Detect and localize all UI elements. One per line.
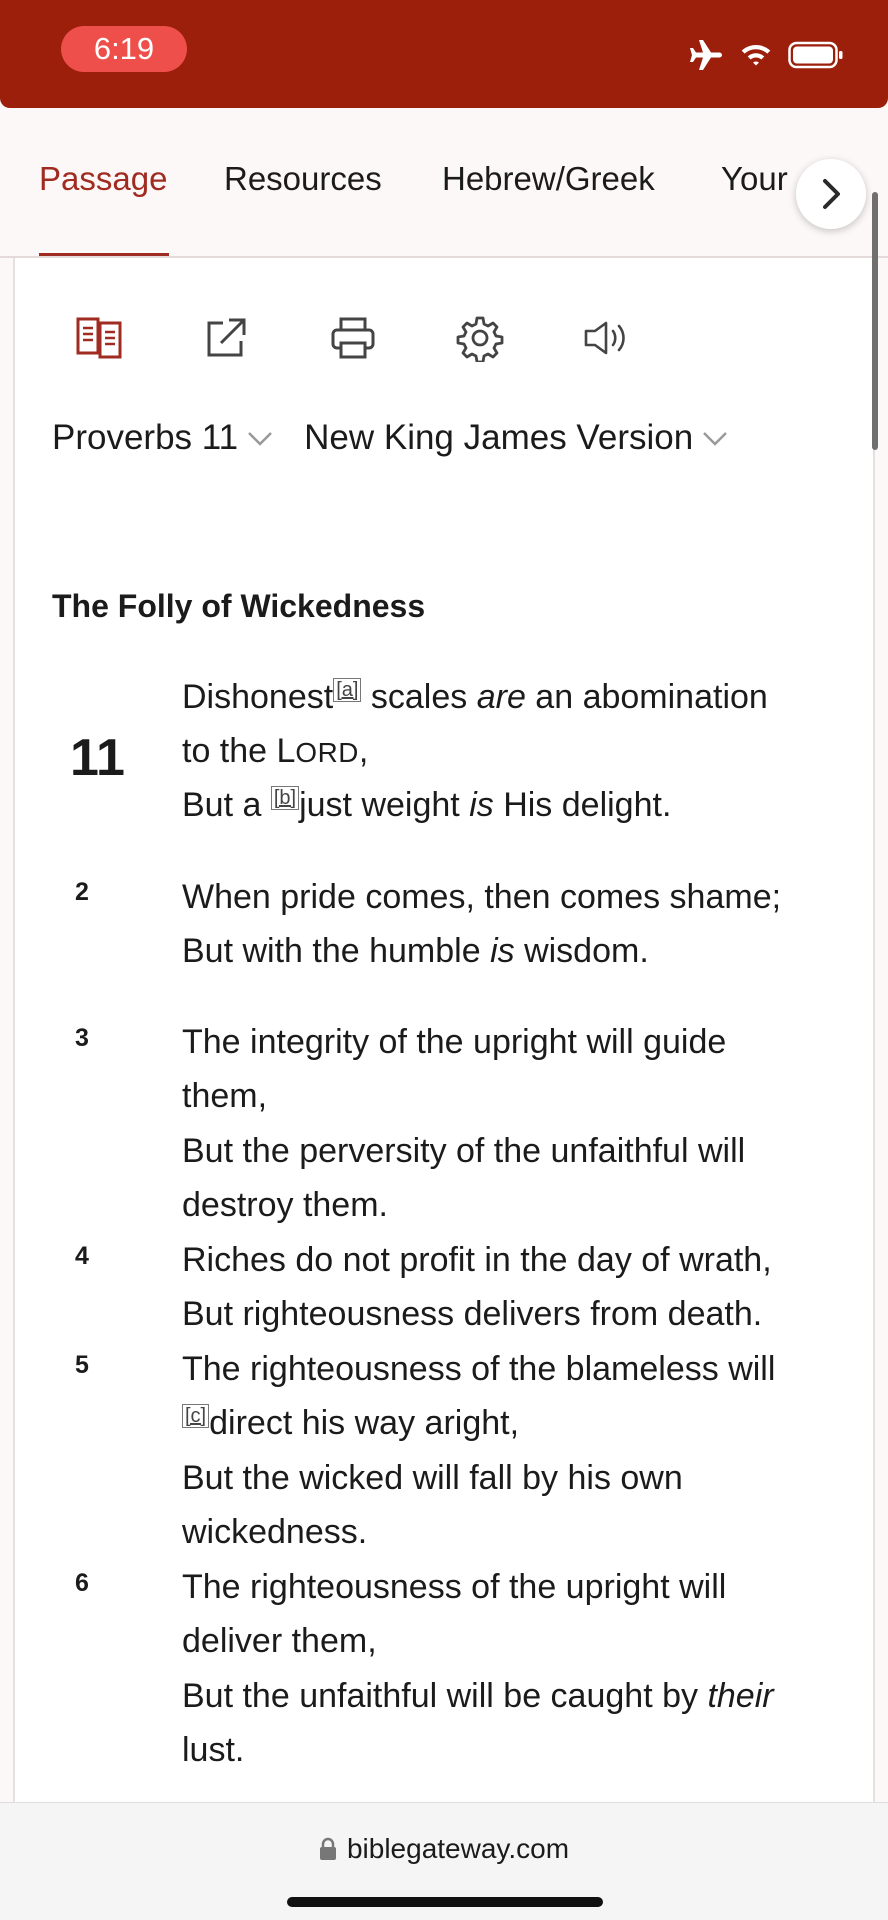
lock-icon xyxy=(319,1837,337,1861)
verse-line: But a [b]just weight is His delight. xyxy=(182,786,672,824)
tab-passage[interactable]: Passage xyxy=(39,160,168,197)
share-icon xyxy=(203,315,249,361)
scrollbar[interactable] xyxy=(872,192,878,450)
book-selector-label: Proverbs 11 xyxy=(52,418,239,457)
share-button[interactable] xyxy=(196,308,256,368)
verse-line: The righteousness of the blameless will xyxy=(182,1350,776,1388)
verse-number: 4 xyxy=(75,1242,89,1270)
verse-line: [c]direct his way aright, xyxy=(182,1396,519,1450)
verse-number: 3 xyxy=(75,1024,89,1052)
active-tab-indicator xyxy=(39,253,169,256)
verse-line: When pride comes, then comes shame; xyxy=(182,878,782,916)
tab-resources[interactable]: Resources xyxy=(224,160,382,197)
verse-line: wickedness. xyxy=(182,1513,368,1551)
passage-toolbar xyxy=(15,308,873,368)
verse-line: Riches do not profit in the day of wrath, xyxy=(182,1241,772,1279)
verse-line: The integrity of the upright will guide xyxy=(182,1023,727,1061)
chevron-right-icon xyxy=(817,177,845,211)
status-time: 6:19 xyxy=(61,26,187,72)
verse-line: destroy them. xyxy=(182,1186,388,1224)
speaker-icon xyxy=(582,318,632,358)
version-selector-label: New King James Version xyxy=(304,418,694,457)
status-bar xyxy=(0,0,888,108)
chevron-down-icon xyxy=(246,428,274,448)
verse-line: But the wicked will fall by his own xyxy=(182,1459,683,1497)
verse-line: them, xyxy=(182,1077,268,1115)
parallel-button[interactable] xyxy=(69,308,129,368)
wifi-icon xyxy=(738,41,774,69)
url-bar[interactable] xyxy=(0,1833,888,1865)
status-icons xyxy=(688,38,844,72)
gear-icon xyxy=(456,314,504,362)
verse-line: The righteousness of the upright will xyxy=(182,1568,727,1606)
tab-hebrew-greek[interactable]: Hebrew/Greek xyxy=(442,160,655,197)
tab-bar xyxy=(0,110,888,258)
passage-panel xyxy=(13,258,875,1802)
verse-number: 6 xyxy=(75,1569,89,1597)
version-selector[interactable] xyxy=(304,418,729,458)
print-icon xyxy=(329,315,377,361)
footnote-link[interactable]: [a] xyxy=(333,678,361,702)
footnote-link[interactable]: [c] xyxy=(182,1404,209,1428)
verse-number: 5 xyxy=(75,1351,89,1379)
browser-bottom-bar xyxy=(0,1802,888,1920)
print-button[interactable] xyxy=(323,308,383,368)
footnote-link[interactable]: [b] xyxy=(271,786,299,810)
audio-button[interactable] xyxy=(577,308,637,368)
verse-line: But righteousness delivers from death. xyxy=(182,1295,763,1333)
verse-line: But the unfaithful will be caught by their xyxy=(182,1677,774,1715)
passage-selectors xyxy=(52,418,729,458)
verse-line: to the LORD, xyxy=(182,732,369,770)
url-text: biblegateway.com xyxy=(346,1833,570,1864)
chapter-number: 11 xyxy=(70,729,125,787)
verse-line: But the perversity of the unfaithful will xyxy=(182,1132,746,1170)
verse-line: deliver them, xyxy=(182,1622,377,1660)
tab-your[interactable]: Your xyxy=(721,160,788,197)
parallel-icon xyxy=(75,314,123,362)
settings-button[interactable] xyxy=(450,308,510,368)
tabs-next-button[interactable] xyxy=(796,159,866,229)
verse-line: lust. xyxy=(182,1731,245,1769)
passage-heading: The Folly of Wickedness xyxy=(52,588,426,624)
airplane-icon xyxy=(688,38,724,72)
chevron-down-icon xyxy=(701,428,729,448)
verse-line: But with the humble is wisdom. xyxy=(182,932,649,970)
verse-line: Dishonest [a] scales are an abomination xyxy=(182,678,768,716)
home-indicator[interactable] xyxy=(287,1897,603,1907)
verse-number: 2 xyxy=(75,878,89,906)
battery-icon xyxy=(788,40,844,70)
book-selector[interactable] xyxy=(52,418,274,458)
